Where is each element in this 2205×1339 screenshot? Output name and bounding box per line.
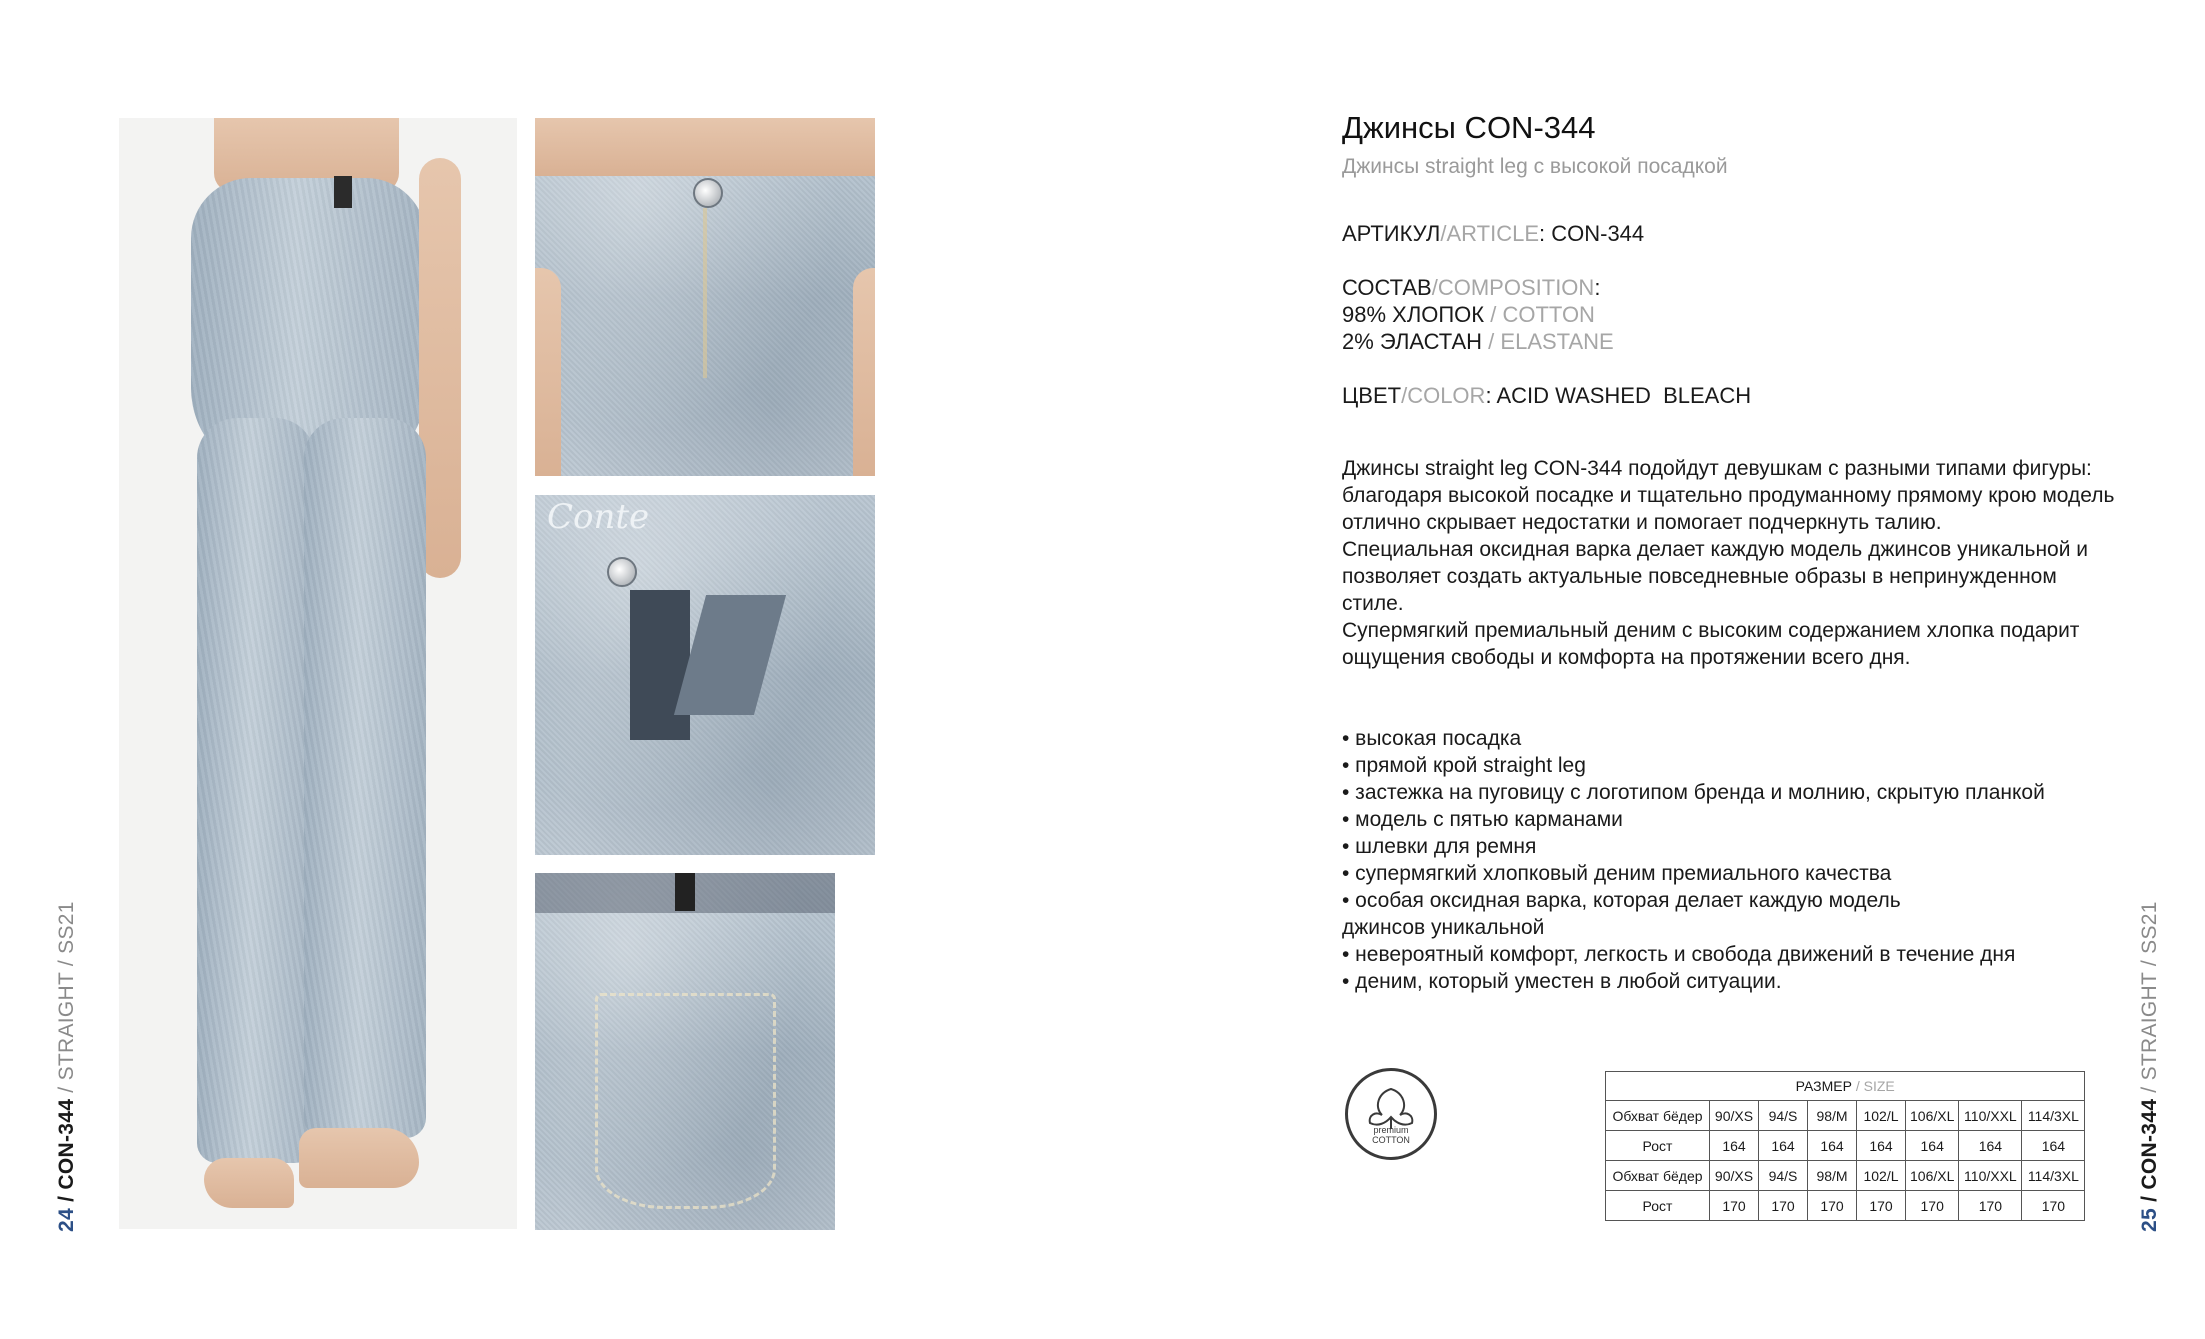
feature-item: • шлевки для ремня: [1342, 835, 1537, 858]
feature-item: • невероятный комфорт, легкость и свобода движений в течение дня: [1342, 943, 2016, 966]
table-cell: 98/M: [1808, 1101, 1857, 1131]
zipper-opening: [630, 590, 690, 740]
right-page-number: 25: [2138, 1208, 2161, 1232]
color-label-ru: ЦВЕТ: [1342, 383, 1402, 408]
color-label-en: COLOR: [1407, 383, 1486, 408]
description-paragraph: Специальная оксидная варка делает каждую модель джинсов уникальной и позволяет создать актуальные повседневные образы в непринужденном стиле.: [1342, 538, 2089, 615]
table-row: [1606, 1131, 2085, 1161]
feature-item: • модель с пятью карманами: [1342, 808, 1623, 831]
composition-label-en: COMPOSITION: [1437, 275, 1595, 300]
description-paragraph: Супермягкий премиальный деним с высоким содержанием хлопка подарит ощущения свободы и комфорта на протяжении всего дня.: [1342, 619, 2080, 669]
article-value: CON-344: [1551, 221, 1645, 246]
table-cell: 164: [1808, 1131, 1857, 1161]
product-description: [1342, 455, 2122, 671]
left-page-number: 24: [55, 1208, 78, 1232]
description-paragraph: Джинсы straight leg CON-344 подойдут девушкам с разными типами фигуры: благодаря высокой посадке и тщательно продуманному прямому крою модель отлично скрывает недостатки и помогает подчеркнуть талию.: [1342, 457, 2115, 534]
table-cell: 164: [1959, 1131, 2022, 1161]
row-label: Рост: [1606, 1191, 1710, 1221]
fly-detail-photo: [535, 495, 875, 855]
main-product-photo: [119, 118, 517, 1229]
article-label-ru: АРТИКУЛ: [1342, 221, 1441, 246]
brand-logo-script: Conte: [547, 497, 650, 537]
row-label: Обхват бёдер: [1606, 1161, 1710, 1191]
right-page-code: CON-344: [2138, 1098, 2161, 1190]
size-table: [1605, 1071, 2085, 1221]
back-brand-label: [334, 176, 352, 208]
size-header-ru: РАЗМЕР: [1795, 1078, 1852, 1094]
waist-button-icon: [693, 178, 723, 208]
premium-cotton-badge: [1345, 1068, 1437, 1160]
table-cell: 170: [2022, 1191, 2085, 1221]
feature-item: • высокая посадка: [1342, 727, 1522, 750]
size-table-header: РАЗМЕР / SIZE: [1606, 1072, 2085, 1101]
table-row: [1606, 1161, 2085, 1191]
fly-flap: [674, 595, 786, 715]
table-cell: 170: [1959, 1191, 2022, 1221]
feature-item: • застежка на пуговицу с логотипом бренда и молнию, скрытую планкой: [1342, 781, 2045, 804]
pocket-detail-photo: [535, 873, 835, 1230]
table-cell: 164: [2022, 1131, 2085, 1161]
composition-item-en: ELASTANE: [1500, 329, 1614, 354]
article-label-en: ARTICLE: [1446, 221, 1539, 246]
table-cell: 110/XXL: [1959, 1161, 2022, 1191]
feature-item: • деним, который уместен в любой ситуации.: [1342, 970, 1782, 993]
feature-item: • особая оксидная варка, которая делает каждую модель: [1342, 889, 1901, 912]
table-row: [1606, 1191, 2085, 1221]
table-cell: 110/XXL: [1959, 1101, 2022, 1131]
table-cell: 114/3XL: [2022, 1161, 2085, 1191]
composition-item: 98% ХЛОПОК / COTTON: [1342, 302, 1595, 327]
model-waist-skin: [535, 118, 875, 176]
table-cell: 170: [1808, 1191, 1857, 1221]
model-foot-left: [204, 1158, 294, 1208]
left-page-label: 24 / CON-344 / STRAIGHT / SS21: [55, 901, 78, 1232]
table-cell: 94/S: [1759, 1161, 1808, 1191]
table-cell: 170: [1759, 1191, 1808, 1221]
table-cell: 170: [1906, 1191, 1959, 1221]
table-cell: 98/M: [1808, 1161, 1857, 1191]
jeans-left-leg: [197, 418, 315, 1163]
table-cell: 164: [1759, 1131, 1808, 1161]
model-hand-right: [853, 268, 875, 476]
feature-item: джинсов уникальной: [1342, 916, 1545, 939]
composition-label-ru: СОСТАВ: [1342, 275, 1432, 300]
badge-line-1: premium: [1373, 1125, 1409, 1135]
feature-item: • прямой крой straight leg: [1342, 754, 1586, 777]
right-page-section: STRAIGHT: [2138, 972, 2161, 1081]
jeans-right-leg: [304, 418, 426, 1138]
left-page-section: STRAIGHT: [55, 972, 78, 1081]
front-detail-photo: [535, 118, 875, 476]
row-label: Рост: [1606, 1131, 1710, 1161]
composition-item-en: COTTON: [1502, 302, 1595, 327]
table-cell: 94/S: [1759, 1101, 1808, 1131]
left-page-season: SS21: [55, 901, 78, 954]
fly-seam: [703, 208, 707, 378]
badge-text: [1348, 1125, 1434, 1145]
feature-list: [1342, 725, 2142, 995]
table-cell: 102/L: [1857, 1101, 1906, 1131]
back-brand-label-detail: [675, 873, 695, 911]
table-cell: 106/XL: [1906, 1161, 1959, 1191]
model-foot-right: [299, 1128, 419, 1188]
table-cell: 90/XS: [1710, 1101, 1759, 1131]
table-cell: 170: [1857, 1191, 1906, 1221]
composition-item-ru: 98% ХЛОПОК: [1342, 302, 1485, 327]
table-cell: 114/3XL: [2022, 1101, 2085, 1131]
composition-item: 2% ЭЛАСТАН / ELASTANE: [1342, 329, 1614, 354]
table-cell: 170: [1710, 1191, 1759, 1221]
badge-line-2: COTTON: [1372, 1135, 1410, 1145]
table-cell: 164: [1906, 1131, 1959, 1161]
row-label: Обхват бёдер: [1606, 1101, 1710, 1131]
model-hand-left: [535, 268, 561, 476]
feature-item: • супермягкий хлопковый деним премиального качества: [1342, 862, 1892, 885]
right-page-label: 25 / CON-344 / STRAIGHT / SS21: [2138, 901, 2161, 1232]
size-header-en: SIZE: [1863, 1078, 1895, 1094]
product-subtitle: Джинсы straight leg с высокой посадкой: [1342, 155, 1728, 178]
right-page-season: SS21: [2138, 901, 2161, 954]
article-line: АРТИКУЛ/ARTICLE: CON-344: [1342, 221, 1645, 246]
back-pocket: [595, 993, 776, 1209]
color-value: ACID WASHED BLEACH: [1496, 383, 1752, 408]
table-cell: 164: [1710, 1131, 1759, 1161]
table-cell: 90/XS: [1710, 1161, 1759, 1191]
table-cell: 102/L: [1857, 1161, 1906, 1191]
composition-item-ru: 2% ЭЛАСТАН: [1342, 329, 1483, 354]
fly-button-icon: [607, 557, 637, 587]
table-row: [1606, 1101, 2085, 1131]
color-line: ЦВЕТ/COLOR: ACID WASHED BLEACH: [1342, 383, 1752, 408]
product-title: Джинсы CON-344: [1342, 110, 1596, 145]
composition-heading: СОСТАВ/COMPOSITION:: [1342, 275, 1601, 300]
table-cell: 164: [1857, 1131, 1906, 1161]
left-page-code: CON-344: [55, 1098, 78, 1190]
table-cell: 106/XL: [1906, 1101, 1959, 1131]
